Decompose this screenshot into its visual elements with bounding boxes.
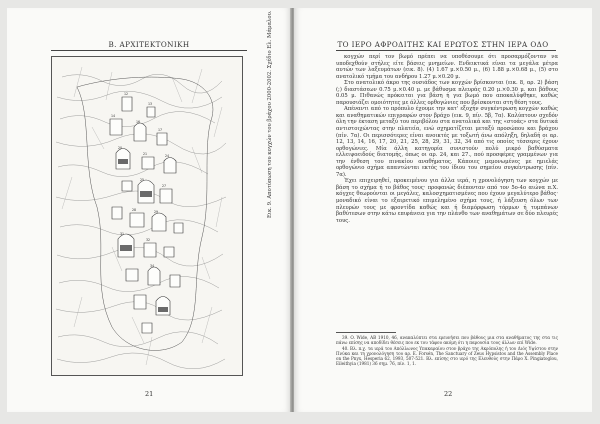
footnote: 40. Βλ. π.χ. τα ιερά του Απόλλωνος Υπακαραίου στον βράχο της Ακρόπολης ή του Διός Υψίστου στην Πνύκα και τη χρονολόγηση του αρ. Ε. Forsén, The Sanctuary of Zeus Hypsistos and the Assembly Place on the Pnyx, Hesperia 62, 1993, 507-521. Βλ. επίσης στο ιερό της Ελευθούς στην Πάρο Χ. Pingiatoglou, Eileithyia (1981) 36 σημ. 76, πίν. 1, 1. (336, 345, 558, 367)
left-page-number: 21 (145, 390, 154, 398)
right-page-number: 22 (444, 390, 453, 398)
svg-text:27: 27 (162, 184, 167, 188)
paragraph: Έχει επιχειρηθεί, προκειμένου για άλλα ιερά, η χρονολόγηση των κογχών με βάση το σχήμα ή το βάθος τους· προφανώς διέπονταν από τον 5ο-4ο αιώνα π.Χ. κόγχες θεωρούνται οι μεγάλες, καλοσχηματισμένες που έχουν μεγαλύτερο βάθος· μοναδικό είναι το εξαιρετικό επιμελημένο σχήμα τους, ή λάξευση όλων των πλευρών τους με φροντίδα καθώς και ή διαμόρφωση τόρμων ή τυμπάνων βαθύτεσων στην κάτω επιφάνεια για την πλάνθο των αναθημάτων σε δύο πλευρές τους. (336, 178, 558, 224)
paragraph: Απέναντι από το πρόπυλο έχουμε την κατ' εξοχήν συγκέντρωση κογχών καθώς και αναθηματικών επιγραφών στον βράχο (εικ. 9, πίν. 5β, 7α). Καλύπτουν σχεδόν όλη την έκταση μεταξύ του περιβόλου στα ανατολικά και της «στοάς» στα δυτικά αντιστοιχώντας στην πλατεία, ενώ σχηματίζεται μεταξύ προσώπου και βράχου (πίν. 7α). Οι περισσότερες είναι ανοικτές με τοξωτή άνω απόληξη, δηλαδή οι αρ. 12, 13, 14, 16, 17, 20, 21, 25, 28, 29, 31, 32, 34 από τις οποίες τέσσερις έχουν ορθογώνιες. Μία άλλη κατηγορία συνιστούν πολύ μικρό βαθύσματα ελλειψοειδούς διατομής, όπως οι αρ. 24, και 27., πού προσφέρες γραμμένων για την ένθεση του πινακίου αναθήματος. Κάποιες μεμονωμένες με ημιελάς ορθογώνιο σχήμα απαντώνται εκτός του ίδιου του σημείου συγκέντρωσης (πίν. 7α). (336, 106, 558, 178)
rock-niches-drawing (51, 56, 243, 376)
right-page (294, 8, 592, 412)
svg-text:16: 16 (136, 120, 141, 124)
svg-text:24: 24 (165, 154, 170, 158)
body-text (336, 54, 558, 224)
left-running-head: Β. ΑΡΧΙΤΕΚΤΟΝΙΚΗ (108, 40, 190, 49)
left-page (7, 8, 291, 412)
paragraph: κογχών περί τον βωμό πρέπει να υποθέσουμε ότι προσαρμόζονταν να υποδεχθούν στήλες είτε βάσεις μνημείων. Ενδεικτικά είναι τα μεγάλα μέτρα αυτών των λαξευμάτων (εικ. 8). (4) 1.67 μ.×0.50 μ., (6) 1.88 μ.×0.68 μ., (5) στο ανατολικό τμήμα του ανδήρου 1.27 μ.×0.20 μ. (336, 54, 558, 80)
svg-text:21: 21 (143, 152, 148, 156)
svg-text:13: 13 (148, 102, 153, 106)
svg-text:29: 29 (154, 210, 159, 214)
svg-text:25: 25 (140, 178, 145, 182)
paragraph: Στο ανατολικό άκρο της ουσιάδος των κογχών βρίσκονται (εικ. 8, αρ. 2) βάση (;) διαστάσεων 0.75 μ.×0.40 μ. με βάθυσμα πλευράς 0.20 μ.×0.30 μ. και βάθους 0.05 μ. Πιθανώς πρόκειται για βάση ή για βωμό που αποκαλύφθηκε, καθώς παρουσιάζει ομοιότητες με άλλες ορθογώνιες που βρίσκονται στη θέση τους. (336, 80, 558, 106)
right-header-rule (336, 50, 556, 51)
footnotes (336, 335, 558, 367)
footnote-rule (336, 332, 396, 333)
svg-text:17: 17 (158, 128, 163, 132)
footnote: 39. O. Wide, AB 1910, 46, ανακαλύπτει στα ερευνήσει που βάθους μια στα αναθήματος της στα τις πάνω επίσης να αποδίδει θέσεις που εκ του τάφου ακόμη ότι η παρουσία τους άλλων επί Wide. (336, 335, 558, 346)
svg-text:12: 12 (124, 92, 129, 96)
left-header-rule (51, 50, 247, 51)
svg-text:20: 20 (118, 146, 123, 150)
svg-text:14: 14 (111, 114, 116, 118)
svg-text:28: 28 (132, 208, 137, 212)
svg-text:31: 31 (120, 232, 125, 236)
right-running-head: ΤΟ ΙΕΡΟ ΑΦΡΟΔΙΤΗΣ ΚΑΙ ΕΡΩΤΟΣ ΣΤΗΝ ΙΕΡΑ ΟΔΟ (337, 40, 549, 49)
figure-caption: Εικ. 9. Αποτύπωση του κογχών του βράχου 2000-2002. Σχέδιο Ελ. Μάμαλου. (267, 10, 273, 218)
svg-text:34: 34 (150, 264, 155, 268)
svg-text:32: 32 (146, 238, 151, 242)
